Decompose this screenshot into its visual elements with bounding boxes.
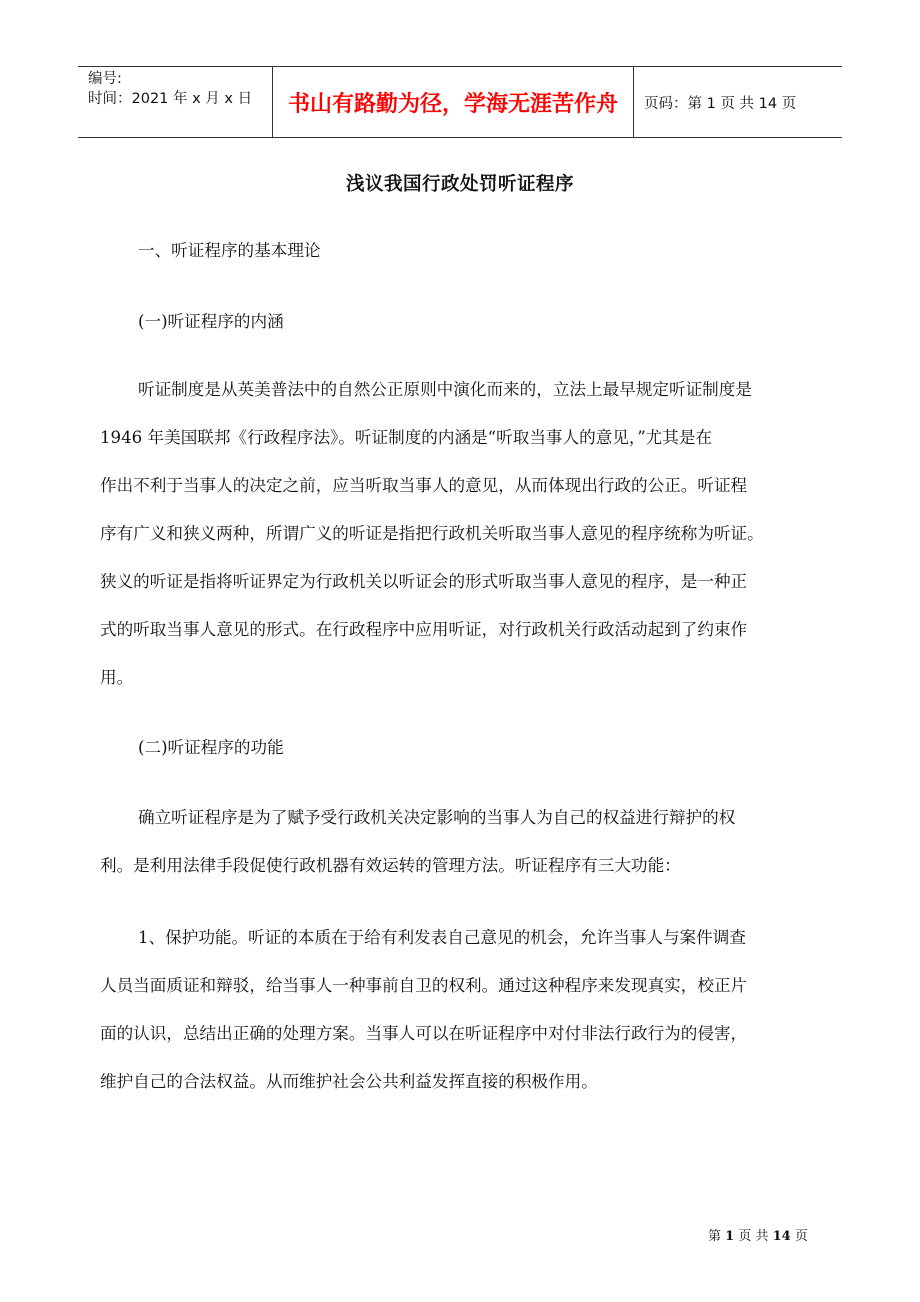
page-header (78, 66, 842, 138)
subsection-heading: (二)听证程序的功能 (138, 738, 284, 757)
date-label: 时间：2021 年 x 月 x 日 (88, 91, 253, 107)
paragraph-line: 1946 年美国联邦《行政程序法》。听证制度的内涵是“听取当事人的意见，”尤其是在 (100, 428, 713, 447)
paragraph-line: 听证制度是从英美普法中的自然公正原则中演化而来的，立法上最早规定听证制度是 (138, 380, 752, 399)
footer-middle: 页 共 (738, 1229, 769, 1244)
footer-prefix: 第 (708, 1229, 722, 1244)
footer-page-number: 1 (725, 1229, 735, 1244)
paragraph-line: 序有广义和狭义两种，所谓广义的听证是指把行政机关听取当事人意见的程序统称为听证。 (100, 524, 764, 543)
serial-label: 编号: (88, 71, 122, 87)
paragraph-line: 作出不利于当事人的决定之前，应当听取当事人的意见，从而体现出行政的公正。听证程 (100, 476, 748, 495)
paragraph-line: 式的听取当事人意见的形式。在行政程序中应用听证，对行政机关行政活动起到了约束作 (100, 620, 748, 639)
header-motto: 书山有路勤为径，学海无涯苦作舟 (272, 67, 634, 137)
paragraph-line: 面的认识，总结出正确的处理方案。当事人可以在听证程序中对付非法行政行为的侵害， (100, 1024, 748, 1043)
footer-suffix: 页 (794, 1229, 808, 1244)
section-heading: 一、听证程序的基本理论 (138, 241, 321, 260)
paragraph-line: 1、保护功能。听证的本质在于给有利发表自己意见的机会，允许当事人与案件调查 (138, 928, 746, 947)
page-footer (708, 1225, 808, 1244)
paragraph-line: 狭义的听证是指将听证界定为行政机关以听证会的形式听取当事人意见的程序，是一种正 (100, 572, 748, 591)
paragraph-line: 确立听证程序是为了赋予受行政机关决定影响的当事人为自己的权益进行辩护的权 (138, 808, 736, 827)
paragraph-line: 人员当面质证和辩驳，给当事人一种事前自卫的权利。通过这种程序来发现真实，校正片 (100, 976, 748, 995)
paragraph-line: 用。 (100, 668, 134, 687)
footer-total-pages: 14 (772, 1229, 791, 1244)
paragraph-line: 维护自己的合法权益。从而维护社会公共利益发挥直接的积极作用。 (100, 1072, 598, 1091)
header-meta (78, 67, 272, 137)
paragraph-line: 利。是利用法律手段促使行政机器有效运转的管理方法。听证程序有三大功能： (100, 856, 681, 875)
document-title: 浅议我国行政处罚听证程序 (345, 174, 574, 195)
subsection-heading: (一)听证程序的内涵 (138, 312, 284, 331)
header-page-info: 页码：第 1 页 共 14 页 (644, 95, 797, 112)
